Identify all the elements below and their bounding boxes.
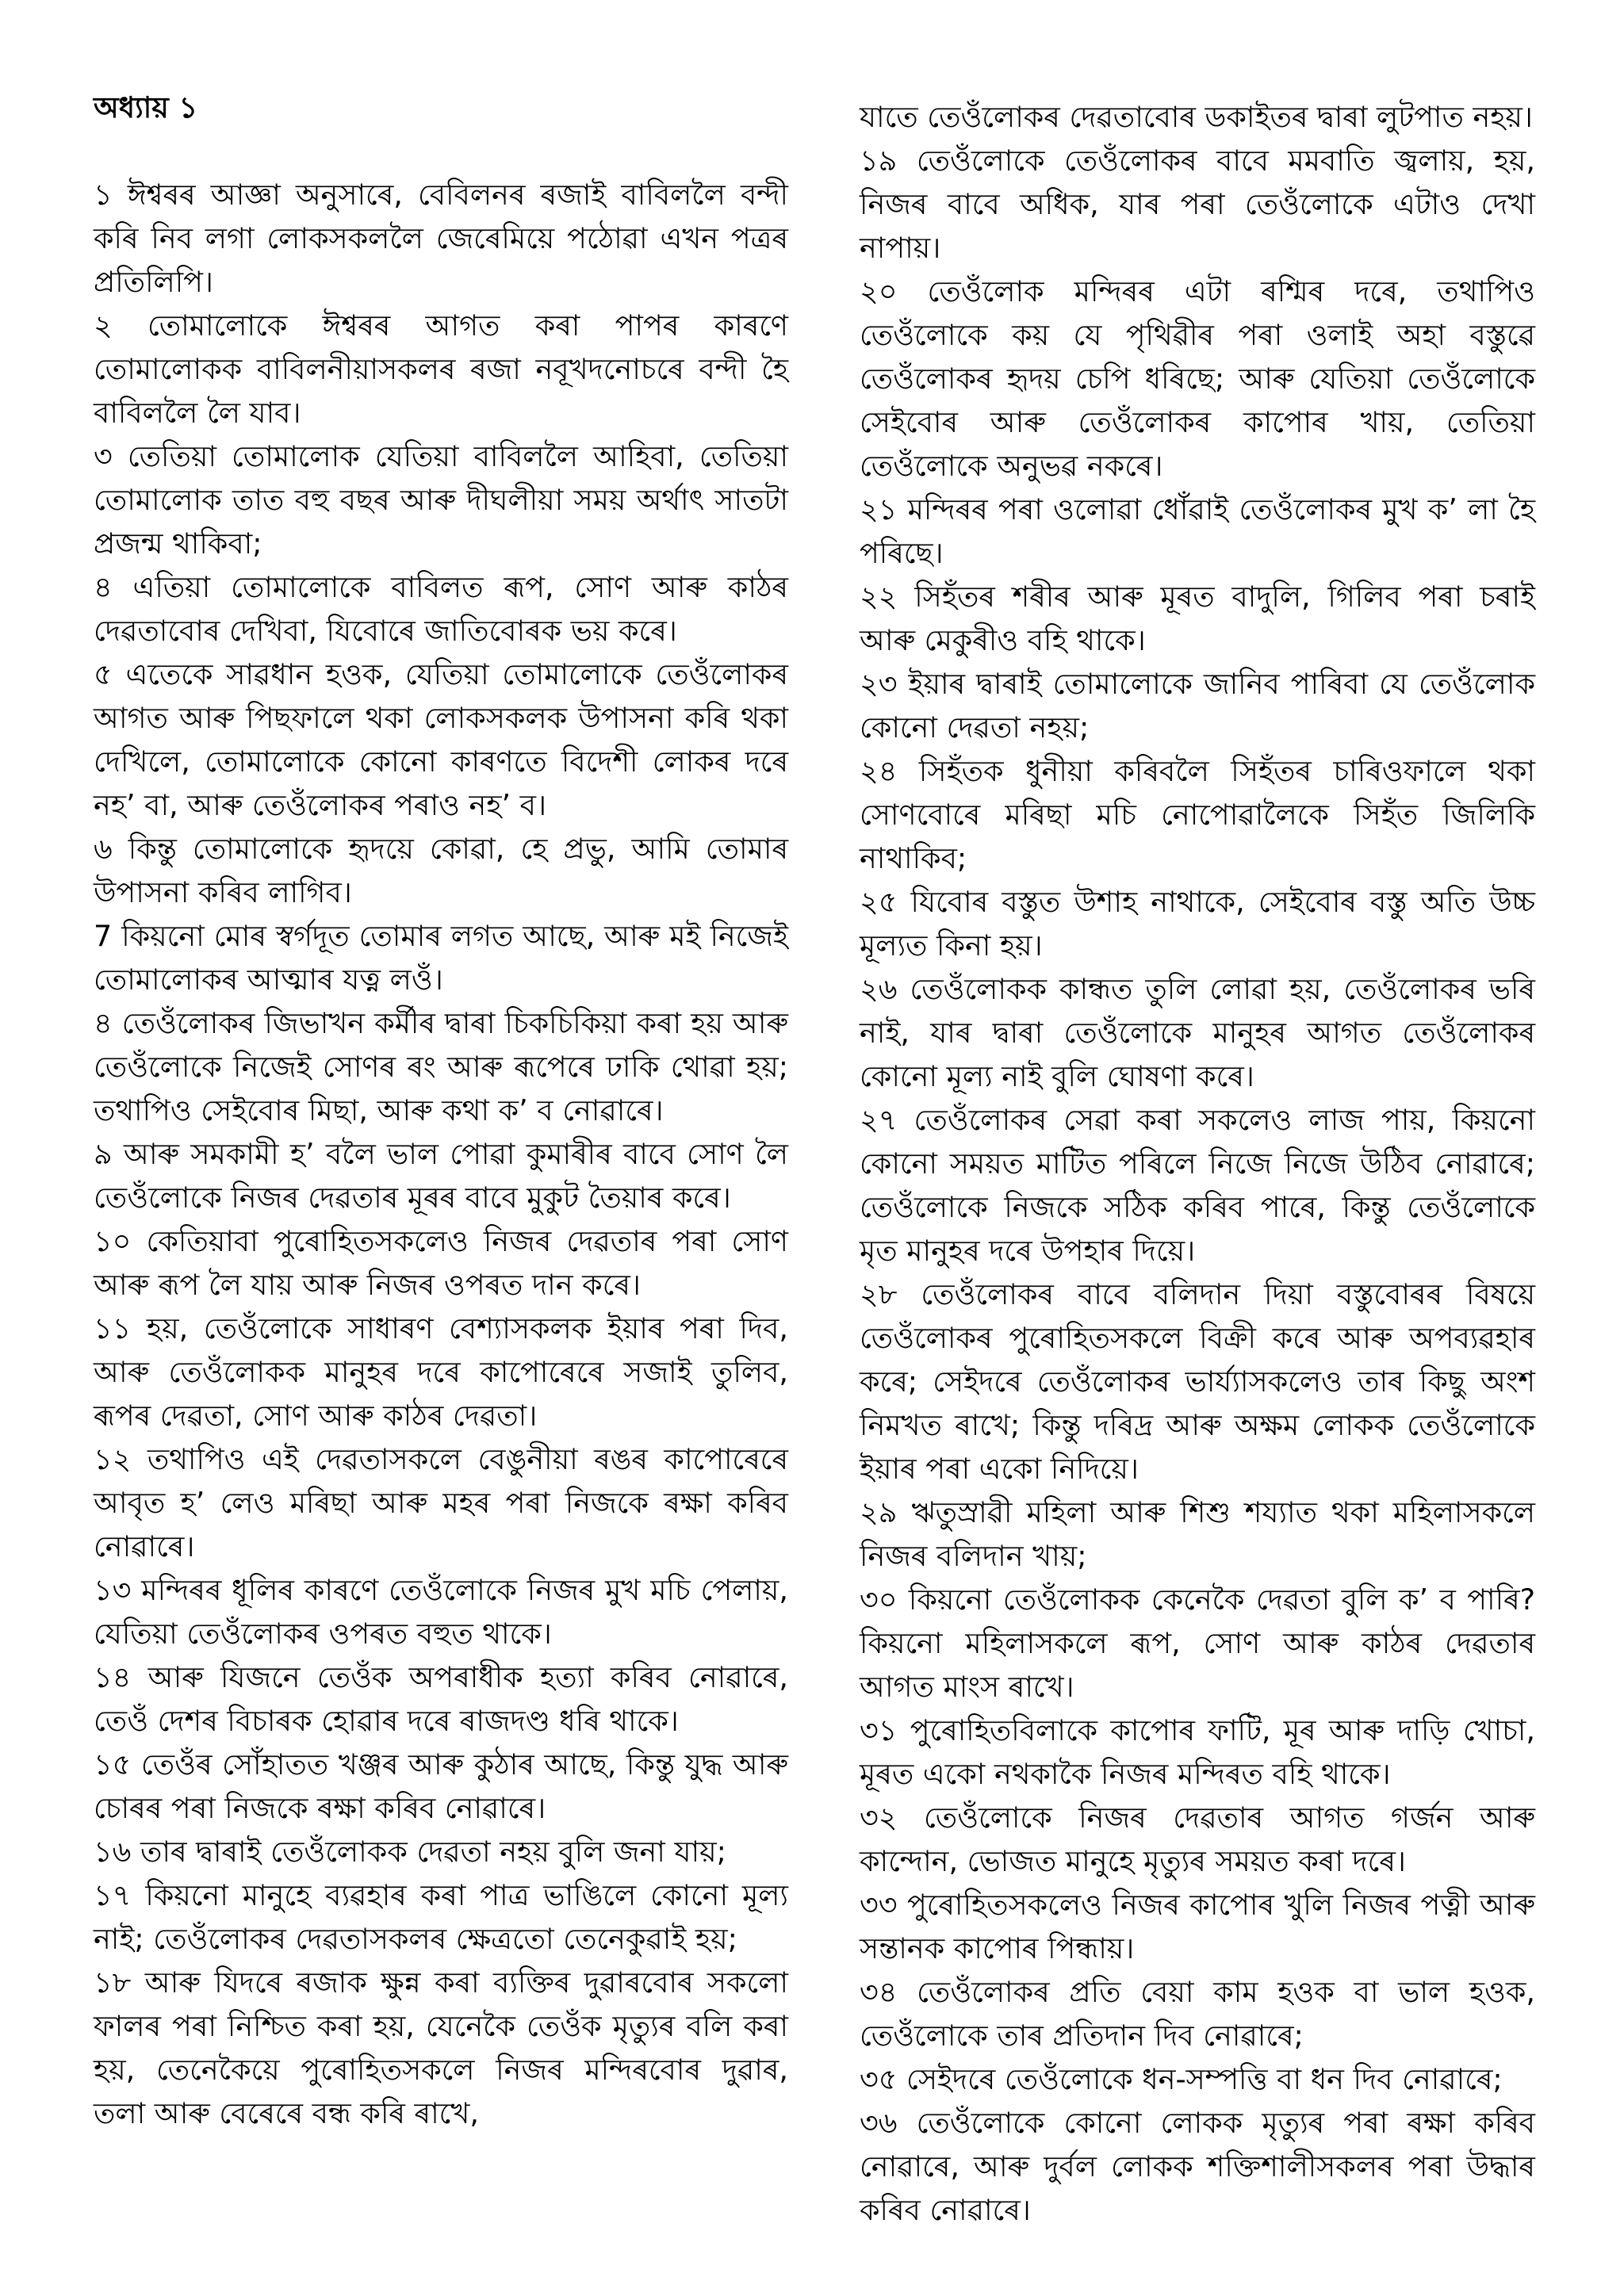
chapter-title: অধ্যায় ১ <box>94 90 198 124</box>
verse-paragraph: ১৮ আৰু যিদৰে ৰজাক ক্ষুন্ন কৰা ব্যক্তিৰ দুৱাৰবোৰ সকলো ফালৰ পৰা নিশ্চিত কৰা হয়, যেনেকৈ তেওঁক মৃত্যুৰ বলি কৰা হয়, তেনেকৈয়ে পুৰোহিতসকলে নিজৰ মন্দিৰবোৰ দুৱাৰ, তলা আৰু বেৰেৰে বন্ধ কৰি ৰাখে, <box>94 1965 788 2130</box>
verse-paragraph: ১৭ কিয়নো মানুহে ব্যৱহাৰ কৰা পাত্ৰ ভাঙিলে কোনো মূল্য নাই; তেওঁলোকৰ দেৱতাসকলৰ ক্ষেত্ৰতো তেনেকুৱাই হয়; <box>94 1878 788 1956</box>
verse-paragraph: যাতে তেওঁলোকৰ দেৱতাবোৰ ডকাইতৰ দ্বাৰা লুটপাত নহয়। <box>860 100 1533 134</box>
verse-paragraph: ৯ আৰু সমকামী হ’ বলৈ ভাল পোৱা কুমাৰীৰ বাবে সোণ লৈ তেওঁলোকে নিজৰ দেৱতাৰ মূৰৰ বাবে মুকুট তৈয়াৰ কৰে। <box>94 1137 788 1215</box>
verse-paragraph: ১৩ মন্দিৰৰ ধূলিৰ কাৰণে তেওঁলোকে নিজৰ মুখ মচি পেলায়, যেতিয়া তেওঁলোকৰ ওপৰত বহুত থাকে। <box>94 1573 788 1651</box>
verse-paragraph: ১২ তথাপিও এই দেৱতাসকলে বেঙুনীয়া ৰঙৰ কাপোৰেৰে আবৃত হ’ লেও মৰিছা আৰু মহৰ পৰা নিজকে ৰক্ষা কৰিব নোৱাৰে। <box>94 1442 788 1563</box>
verse-paragraph: ১ ঈশ্বৰৰ আজ্ঞা অনুসাৰে, বেবিলনৰ ৰজাই বাবিললৈ বন্দী কৰি নিব লগা লোকসকললৈ জেৰেমিয়ে পঠোৱা এখন পত্ৰৰ প্ৰতিলিপি। <box>94 178 788 299</box>
verse-paragraph: ৩৪ তেওঁলোকৰ প্ৰতি বেয়া কাম হওক বা ভাল হওক, তেওঁলোকে তাৰ প্ৰতিদান দিব নোৱাৰে; <box>860 1975 1535 2053</box>
verse-paragraph: ৩৫ সেইদৰে তেওঁলোকে ধন-সম্পত্তি বা ধন দিব নোৱাৰে; <box>860 2062 1503 2096</box>
verse-paragraph: ২৪ সিহঁতক ধুনীয়া কৰিবলৈ সিহঁতৰ চাৰিওফালে থকা সোণবোৰে মৰিছা মচি নোপোৱালৈকে সিহঁত জিলিকি নাথাকিব; <box>860 754 1535 875</box>
verse-paragraph: ৩ তেতিয়া তোমালোক যেতিয়া বাবিললৈ আহিবা, তেতিয়া তোমালোক তাত বহু বছৰ আৰু দীঘলীয়া সময় অৰ্থাৎ সাতটা প্ৰজন্ম থাকিবা; <box>94 439 788 561</box>
verse-paragraph: ১০ কেতিয়াবা পুৰোহিতসকলেও নিজৰ দেৱতাৰ পৰা সোণ আৰু ৰূপ লৈ যায় আৰু নিজৰ ওপৰত দান কৰে। <box>94 1224 788 1302</box>
verse-paragraph: ১১ হয়, তেওঁলোকে সাধাৰণ বেশ্যাসকলক ইয়াৰ পৰা দিব, আৰু তেওঁলোকক মানুহৰ দৰে কাপোৰেৰে সজাই তুলিব, ৰূপৰ দেৱতা, সোণ আৰু কাঠৰ দেৱতা। <box>94 1311 788 1433</box>
verse-paragraph: ২০ তেওঁলোক মন্দিৰৰ এটা ৰশ্মিৰ দৰে, তথাপিও তেওঁলোকে কয় যে পৃথিৱীৰ পৰা ওলাই অহা বস্তুৱে তেওঁলোকৰ হৃদয় চেপি ধৰিছে; আৰু যেতিয়া তেওঁলোকে সেইবোৰ আৰু তেওঁলোকৰ কাপোৰ খায়, তেতিয়া তেওঁলোকে অনুভৱ নকৰে। <box>860 274 1535 483</box>
verse-paragraph: ১৫ তেওঁৰ সোঁহাতত খঞ্জৰ আৰু কুঠাৰ আছে, কিন্তু যুদ্ধ আৰু চোৰৰ পৰা নিজকে ৰক্ষা কৰিব নোৱাৰে। <box>94 1747 788 1825</box>
left-column <box>94 86 788 2135</box>
verse-paragraph: ৩২ তেওঁলোকে নিজৰ দেৱতাৰ আগত গৰ্জন আৰু কান্দোন, ভোজত মানুহে মৃত্যুৰ সময়ত কৰা দৰে। <box>860 1800 1535 1878</box>
verse-paragraph: ১৪ আৰু যিজনে তেওঁক অপৰাধীক হত্যা কৰিব নোৱাৰে, তেওঁ দেশৰ বিচাৰক হোৱাৰ দৰে ৰাজদণ্ড ধৰি থাকে। <box>94 1660 788 1738</box>
verse-paragraph: ২৬ তেওঁলোকক কান্ধত তুলি লোৱা হয়, তেওঁলোকৰ ভৰি নাই, যাৰ দ্বাৰা তেওঁলোকে মানুহৰ আগত তেওঁলোকৰ কোনো মূল্য নাই বুলি ঘোষণা কৰে। <box>860 972 1535 1093</box>
verse-paragraph: ৬ কিন্তু তোমালোকে হৃদয়ে কোৱা, হে প্ৰভু, আমি তোমাৰ উপাসনা কৰিব লাগিব। <box>94 832 788 909</box>
verse-paragraph: ৩১ পুৰোহিতবিলাকে কাপোৰ ফাটি, মূৰ আৰু দাড়ি খোচা, মূৰত একো নথকাকৈ নিজৰ মন্দিৰত বহি থাকে। <box>860 1713 1535 1791</box>
right-column <box>860 95 1535 2232</box>
verse-paragraph: ১৬ তাৰ দ্বাৰাই তেওঁলোকক দেৱতা নহয় বুলি জনা যায়; <box>94 1835 726 1869</box>
verse-paragraph: ২২ সিহঁতৰ শৰীৰ আৰু মূৰত বাদুলি, গিলিব পৰা চৰাই আৰু মেকুৰীও বহি থাকে। <box>860 580 1535 657</box>
verse-paragraph: ৩৬ তেওঁলোকে কোনো লোকক মৃত্যুৰ পৰা ৰক্ষা কৰিব নোৱাৰে, আৰু দুৰ্বল লোকক শক্তিশালীসকলৰ পৰা উদ্ধাৰ কৰিব নোৱাৰে। <box>860 2106 1535 2227</box>
verse-paragraph: ২৭ তেওঁলোকৰ সেৱা কৰা সকলেও লাজ পায়, কিয়নো কোনো সময়ত মাটিত পৰিলে নিজে নিজে উঠিব নোৱাৰে; তেওঁলোকে নিজকে সঠিক কৰিব পাৰে, কিন্তু তেওঁলোকে মৃত মানুহৰ দৰে উপহাৰ দিয়ে। <box>860 1103 1535 1268</box>
verse-paragraph: ৩৩ পুৰোহিতসকলেও নিজৰ কাপোৰ খুলি নিজৰ পত্নী আৰু সন্তানক কাপোৰ পিন্ধায়। <box>860 1888 1535 1965</box>
verse-paragraph: ২৫ যিবোৰ বস্তুত উশাহ নাথাকে, সেইবোৰ বস্তু অতি উচ্চ মূল্যত কিনা হয়। <box>860 885 1535 962</box>
verse-paragraph: 7 কিয়নো মোৰ স্বৰ্গদূত তোমাৰ লগত আছে, আৰু মই নিজেই তোমালোকৰ আত্মাৰ যত্ন লওঁ। <box>94 919 788 997</box>
verse-paragraph: ৪ এতিয়া তোমালোকে বাবিলত ৰূপ, সোণ আৰু কাঠৰ দেৱতাবোৰ দেখিবা, যিবোৰে জাতিবোৰক ভয় কৰে। <box>94 570 788 648</box>
verse-paragraph: ২৯ ঋতুস্ৰাৱী মহিলা আৰু শিশু শয্যাত থকা মহিলাসকলে নিজৰ বলিদান খায়; <box>860 1495 1535 1573</box>
verse-paragraph: ২৩ ইয়াৰ দ্বাৰাই তোমালোকে জানিব পাৰিবা যে তেওঁলোক কোনো দেৱতা নহয়; <box>860 667 1535 744</box>
verse-paragraph: ২১ মন্দিৰৰ পৰা ওলোৱা ধোঁৱাই তেওঁলোকৰ মুখ ক’ লা হৈ পৰিছে। <box>860 492 1535 570</box>
verse-paragraph: ১৯ তেওঁলোকে তেওঁলোকৰ বাবে মমবাতি জ্বলায়, হয়, নিজৰ বাবে অধিক, যাৰ পৰা তেওঁলোকে এটাও দেখা নাপায়। <box>860 144 1535 265</box>
verse-paragraph: ২ তোমালোকে ঈশ্বৰৰ আগত কৰা পাপৰ কাৰণে তোমালোকক বাবিলনীয়াসকলৰ ৰজা নবূখদনোচৰে বন্দী হৈ বাবিললৈ লৈ যাব। <box>94 308 788 430</box>
verse-paragraph: ৫ এতেকে সাৱধান হওক, যেতিয়া তোমালোকে তেওঁলোকৰ আগত আৰু পিছফালে থকা লোকসকলক উপাসনা কৰি থকা দেখিলে, তোমালোকে কোনো কাৰণতে বিদেশী লোকৰ দৰে নহ’ বা, আৰু তেওঁলোকৰ পৰাও নহ’ ব। <box>94 657 788 822</box>
verse-paragraph: ৩০ কিয়নো তেওঁলোকক কেনেকৈ দেৱতা বুলি ক’ ব পাৰি? কিয়নো মহিলাসকলে ৰূপ, সোণ আৰু কাঠৰ দেৱতাৰ আগত মাংস ৰাখে। <box>860 1582 1535 1704</box>
verse-paragraph: ২৮ তেওঁলোকৰ বাবে বলিদান দিয়া বস্তুবোৰৰ বিষয়ে তেওঁলোকৰ পুৰোহিতসকলে বিক্ৰী কৰে আৰু অপব্যৱহাৰ কৰে; সেইদৰে তেওঁলোকৰ ভাৰ্য্যাসকলেও তাৰ কিছু অংশ নিমখত ৰাখে; কিন্তু দৰিদ্ৰ আৰু অক্ষম লোকক তেওঁলোকে ইয়াৰ পৰা একো নিদিয়ে। <box>860 1277 1535 1486</box>
left-verses <box>94 173 788 2135</box>
right-verses <box>860 95 1535 2232</box>
verse-paragraph: ৪ তেওঁলোকৰ জিভাখন কৰ্মীৰ দ্বাৰা চিকচিকিয়া কৰা হয় আৰু তেওঁলোকে নিজেই সোণৰ ৰং আৰু ৰূপেৰে ঢাকি থোৱা হয়; তথাপিও সেইবোৰ মিছা, আৰু কথা ক’ ব নোৱাৰে। <box>94 1006 788 1127</box>
